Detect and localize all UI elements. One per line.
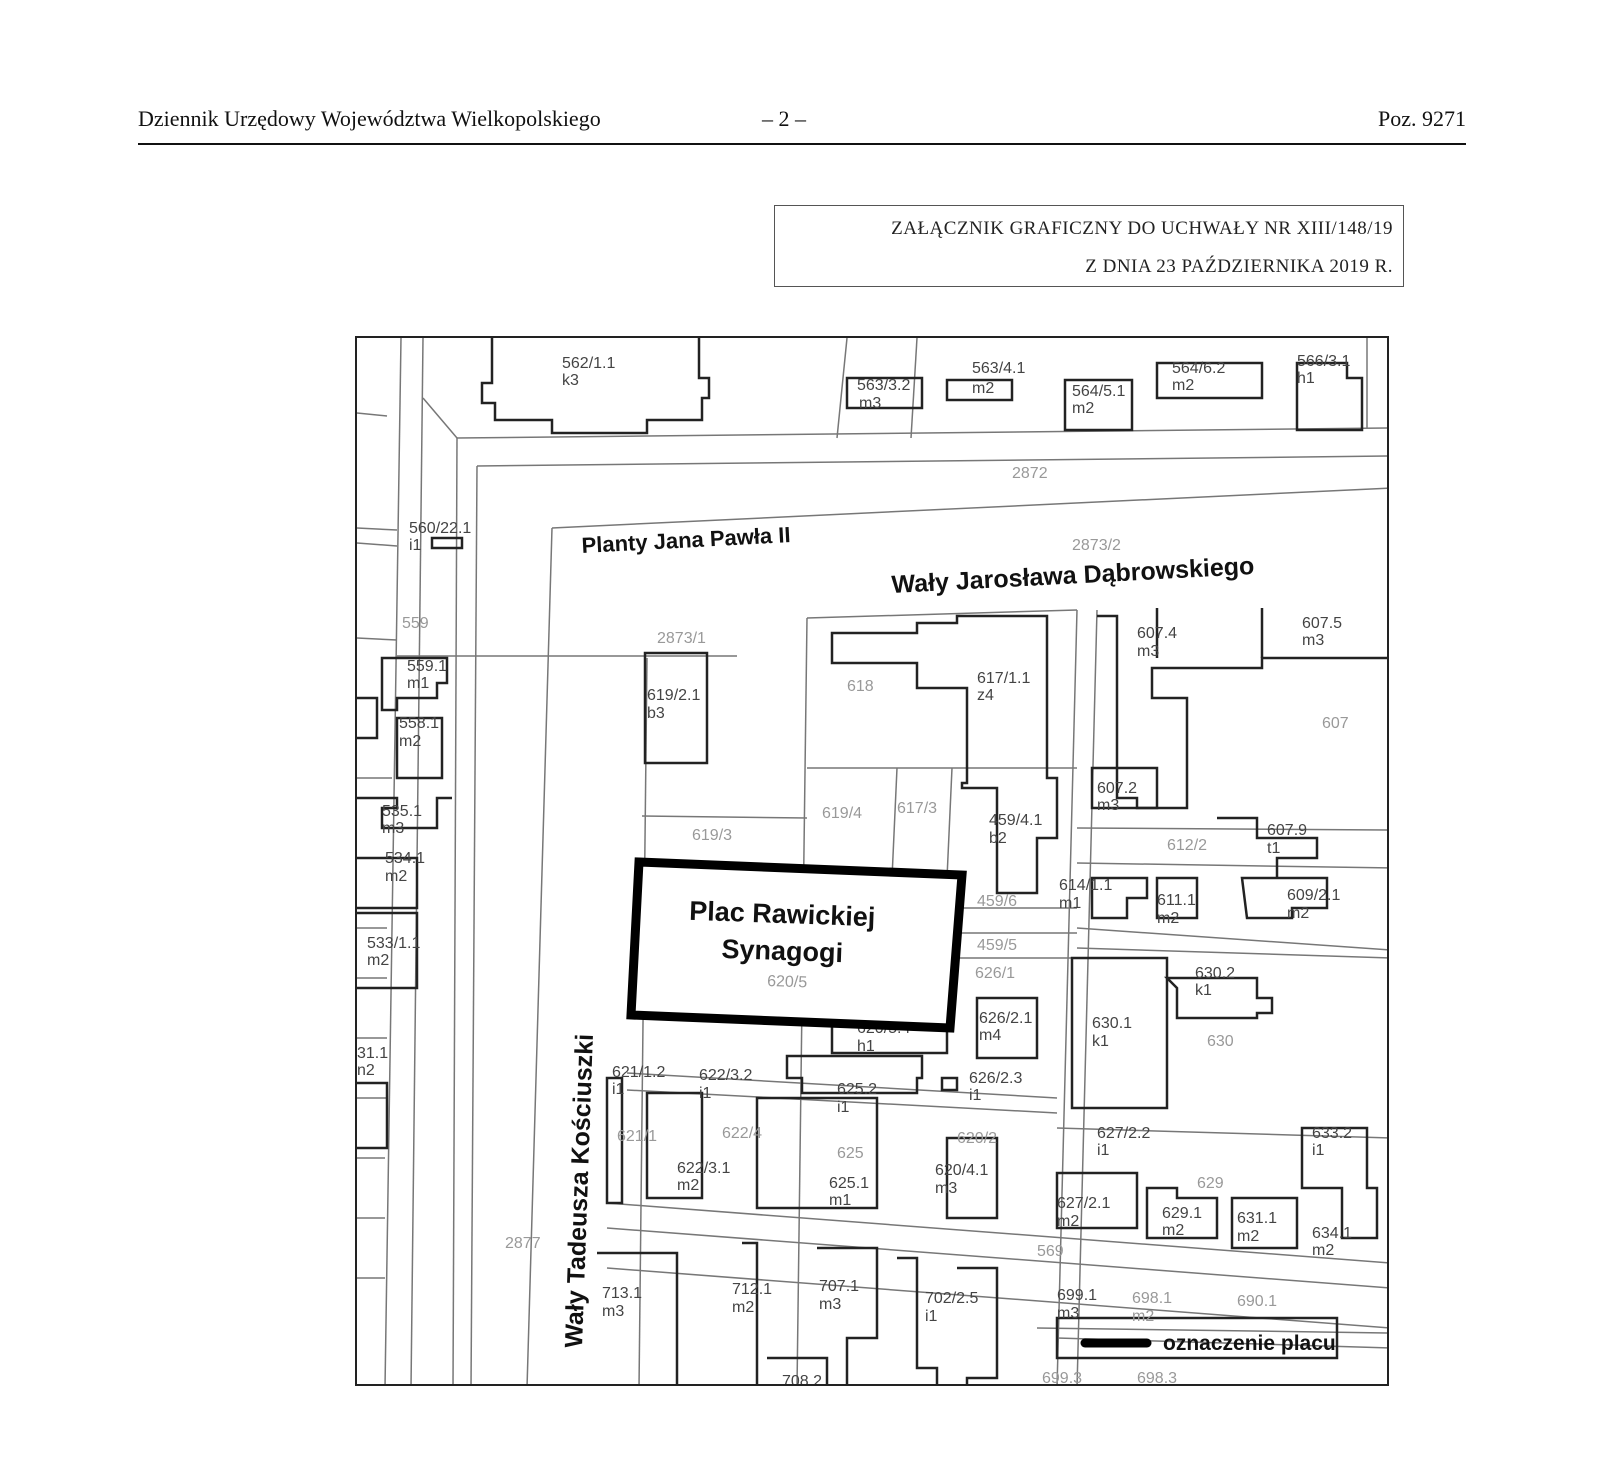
parcel-label: 2877 (505, 1235, 541, 1252)
parcel-label: 609/2.1 (1287, 887, 1341, 904)
parcel-label: 563/4.1 (972, 360, 1026, 377)
square-name-line-1: Plac Rawickiej (688, 895, 876, 933)
parcel-label: m3 (602, 1303, 625, 1320)
position-number: Poz. 9271 (1378, 106, 1466, 131)
parcel-label: m1 (407, 675, 430, 692)
parcel-label: 620/4.1 (935, 1162, 989, 1179)
parcel-label: 31.1 (357, 1045, 389, 1062)
parcel-label: i1 (1312, 1142, 1325, 1159)
parcel-label: 607 (1322, 715, 1349, 732)
parcel-label: 619/4 (822, 805, 863, 822)
parcel-label: k1 (1092, 1033, 1109, 1050)
parcel-label: m2 (1237, 1228, 1260, 1245)
parcel-label: 633.2 (1312, 1125, 1353, 1142)
map-canvas (357, 338, 1389, 1386)
parcel-label: 607.2 (1097, 780, 1138, 797)
parcel-label: 459/6 (977, 893, 1018, 910)
parcel-label: 459/5 (977, 937, 1018, 954)
parcel-label: i1 (612, 1081, 625, 1098)
parcel-label: 559.1 (407, 658, 448, 675)
parcel-label: 622/3.1 (677, 1160, 731, 1177)
parcel-label: 2873/1 (657, 630, 706, 647)
parcel-label: m3 (1097, 797, 1120, 814)
parcel-label: 607.9 (1267, 822, 1308, 839)
parcel-label: m3 (859, 395, 882, 412)
parcel-label: 708.2 (782, 1373, 823, 1388)
parcel-label: 699.1 (1057, 1287, 1098, 1304)
parcel-label: 630.1 (1092, 1015, 1133, 1032)
parcel-label: 612/2 (1167, 837, 1208, 854)
parcel-label: 702/2.5 (925, 1290, 979, 1307)
parcel-label: 559 (402, 615, 429, 632)
parcel-label: 622/4 (722, 1125, 763, 1142)
parcel-label: t1 (1267, 840, 1281, 857)
journal-title: Dziennik Urzędowy Województwa Wielkopolskiego (138, 106, 601, 131)
cadastral-map (355, 336, 1389, 1386)
parcel-label: 629 (1197, 1175, 1224, 1192)
legend-label: oznaczenie placu (1163, 1332, 1336, 1355)
parcel-label: 625 (837, 1145, 864, 1162)
parcel-label: 560/22.1 (409, 520, 472, 537)
parcel-label: i1 (837, 1099, 850, 1116)
parcel-label: 614/1.1 (1059, 877, 1113, 894)
parcel-label: 621/1.2 (612, 1064, 666, 1081)
parcel-label: m3 (382, 820, 405, 837)
parcel-label: 564/5.1 (1072, 383, 1126, 400)
attachment-caption (774, 205, 1404, 287)
page-number: – 2 – (762, 106, 806, 131)
parcel-label: 2872 (1012, 465, 1048, 482)
map-legend (1085, 1332, 1336, 1355)
parcel-label: 630.2 (1195, 965, 1236, 982)
parcel-label: 626/2.3 (969, 1070, 1023, 1087)
caption-line-1: ZAŁĄCZNIK GRAFICZNY DO UCHWAŁY NR XIII/148/19 (891, 218, 1393, 239)
parcel-label: 562/1.1 (562, 355, 616, 372)
parcel-label: 621/1 (617, 1128, 658, 1145)
parcel-label: 634.1 (1312, 1225, 1353, 1242)
parcel-label: m1 (1059, 895, 1082, 912)
parcel-label: 607.4 (1137, 625, 1178, 642)
parcel-label: 713.1 (602, 1285, 643, 1302)
parcel-label: 712.1 (732, 1281, 773, 1298)
parcel-label: 630 (1207, 1033, 1234, 1050)
parcel-label: m2 (1132, 1308, 1155, 1325)
parcel-label: 622/3.2 (699, 1067, 753, 1084)
parcel-label: 566/3.1 (1297, 353, 1351, 370)
parcel-label: m2 (1057, 1213, 1080, 1230)
parcel-label: m1 (829, 1192, 852, 1209)
caption-line-2: Z DNIA 23 PAŹDZIERNIKA 2019 R. (1085, 256, 1393, 277)
parcel-label: 619/3 (692, 827, 733, 844)
parcel-label: m2 (732, 1299, 755, 1316)
parcel-label: 625.2 (837, 1081, 878, 1098)
parcel-label: i1 (699, 1085, 712, 1102)
parcel-label: 569 (1037, 1243, 1064, 1260)
parcel-label: i1 (925, 1308, 938, 1325)
parcel-label: m3 (1057, 1305, 1080, 1322)
parcel-label: m2 (367, 952, 390, 969)
parcel-label: m4 (979, 1027, 1002, 1044)
parcel-label: h1 (857, 1038, 875, 1055)
parcel-label: 698.3 (1137, 1370, 1178, 1387)
page-header (138, 106, 1466, 142)
parcel-label: b2 (989, 830, 1007, 847)
parcel-label: 631.1 (1237, 1210, 1278, 1227)
parcel-label: m2 (1072, 400, 1095, 417)
parcel-label: 533/1.1 (367, 935, 421, 952)
header-divider (138, 143, 1466, 145)
parcel-label: m2 (1162, 1222, 1185, 1239)
parcel-label: 626/2.1 (979, 1010, 1033, 1027)
parcel-label: 627/2.1 (1057, 1195, 1111, 1212)
parcel-label: n2 (357, 1062, 375, 1079)
parcel-label: 698.1 (1132, 1290, 1173, 1307)
parcel-label: m3 (1137, 643, 1160, 660)
parcel-label: 690.1 (1237, 1293, 1278, 1310)
parcel-label: m2 (1172, 377, 1195, 394)
parcel-label: k3 (562, 372, 579, 389)
parcel-label: 558.1 (399, 715, 440, 732)
parcel-label: 617/3 (897, 800, 938, 817)
parcel-label: m2 (399, 733, 422, 750)
parcel-label: 2873/2 (1072, 537, 1121, 554)
parcel-label: m3 (935, 1180, 958, 1197)
parcel-label: k1 (1195, 982, 1212, 999)
parcel-label: 459/4.1 (989, 812, 1043, 829)
parcel-label: 618 (847, 678, 874, 695)
parcel-boundaries (357, 338, 1389, 1386)
parcel-label: b3 (647, 705, 665, 722)
parcel-label: m3 (1302, 632, 1325, 649)
square-name-line-2: Synagogi (721, 933, 844, 969)
parcel-label: 611.1 (1157, 892, 1196, 909)
parcel-label: m2 (1287, 905, 1310, 922)
parcel-label: m2 (677, 1177, 700, 1194)
parcel-label: m2 (1312, 1242, 1335, 1259)
parcel-label: 619/2.1 (647, 687, 701, 704)
parcel-label: i1 (969, 1087, 982, 1104)
parcel-label: 617/1.1 (977, 670, 1031, 687)
parcel-label: 629.1 (1162, 1205, 1203, 1222)
square-parcel-number: 620/5 (766, 973, 808, 992)
parcel-label: m2 (385, 868, 408, 885)
parcel-label: 620/2 (957, 1130, 998, 1147)
parcel-label: 534.1 (385, 850, 426, 867)
parcel-label: m3 (819, 1296, 842, 1313)
parcel-label: z4 (977, 687, 994, 704)
parcel-label: 699.3 (1042, 1370, 1083, 1387)
street-label-waly-dabrowskiego: Wały Jarosława Dąbrowskiego (890, 552, 1255, 599)
parcel-label: 627/2.2 (1097, 1125, 1151, 1142)
street-label-planty: Planty Jana Pawła II (580, 522, 792, 558)
parcel-label: 607.5 (1302, 615, 1343, 632)
parcel-label: m2 (972, 380, 995, 397)
parcel-label: 626/1 (975, 965, 1016, 982)
parcel-label: 564/6.2 (1172, 360, 1226, 377)
parcel-label: 625.1 (829, 1175, 870, 1192)
parcel-label: 563/3.2 (857, 377, 911, 394)
parcel-label: h1 (1297, 370, 1315, 387)
parcel-label: i1 (1097, 1142, 1110, 1159)
parcel-label: 707.1 (819, 1278, 860, 1295)
street-label-waly-kosciuszki: Wały Tadeusza Kościuszki (560, 1033, 599, 1349)
parcel-label: 535.1 (382, 803, 423, 820)
parcel-label: i1 (409, 537, 422, 554)
square-marker (631, 862, 962, 1028)
parcel-label: m2 (1157, 910, 1180, 927)
